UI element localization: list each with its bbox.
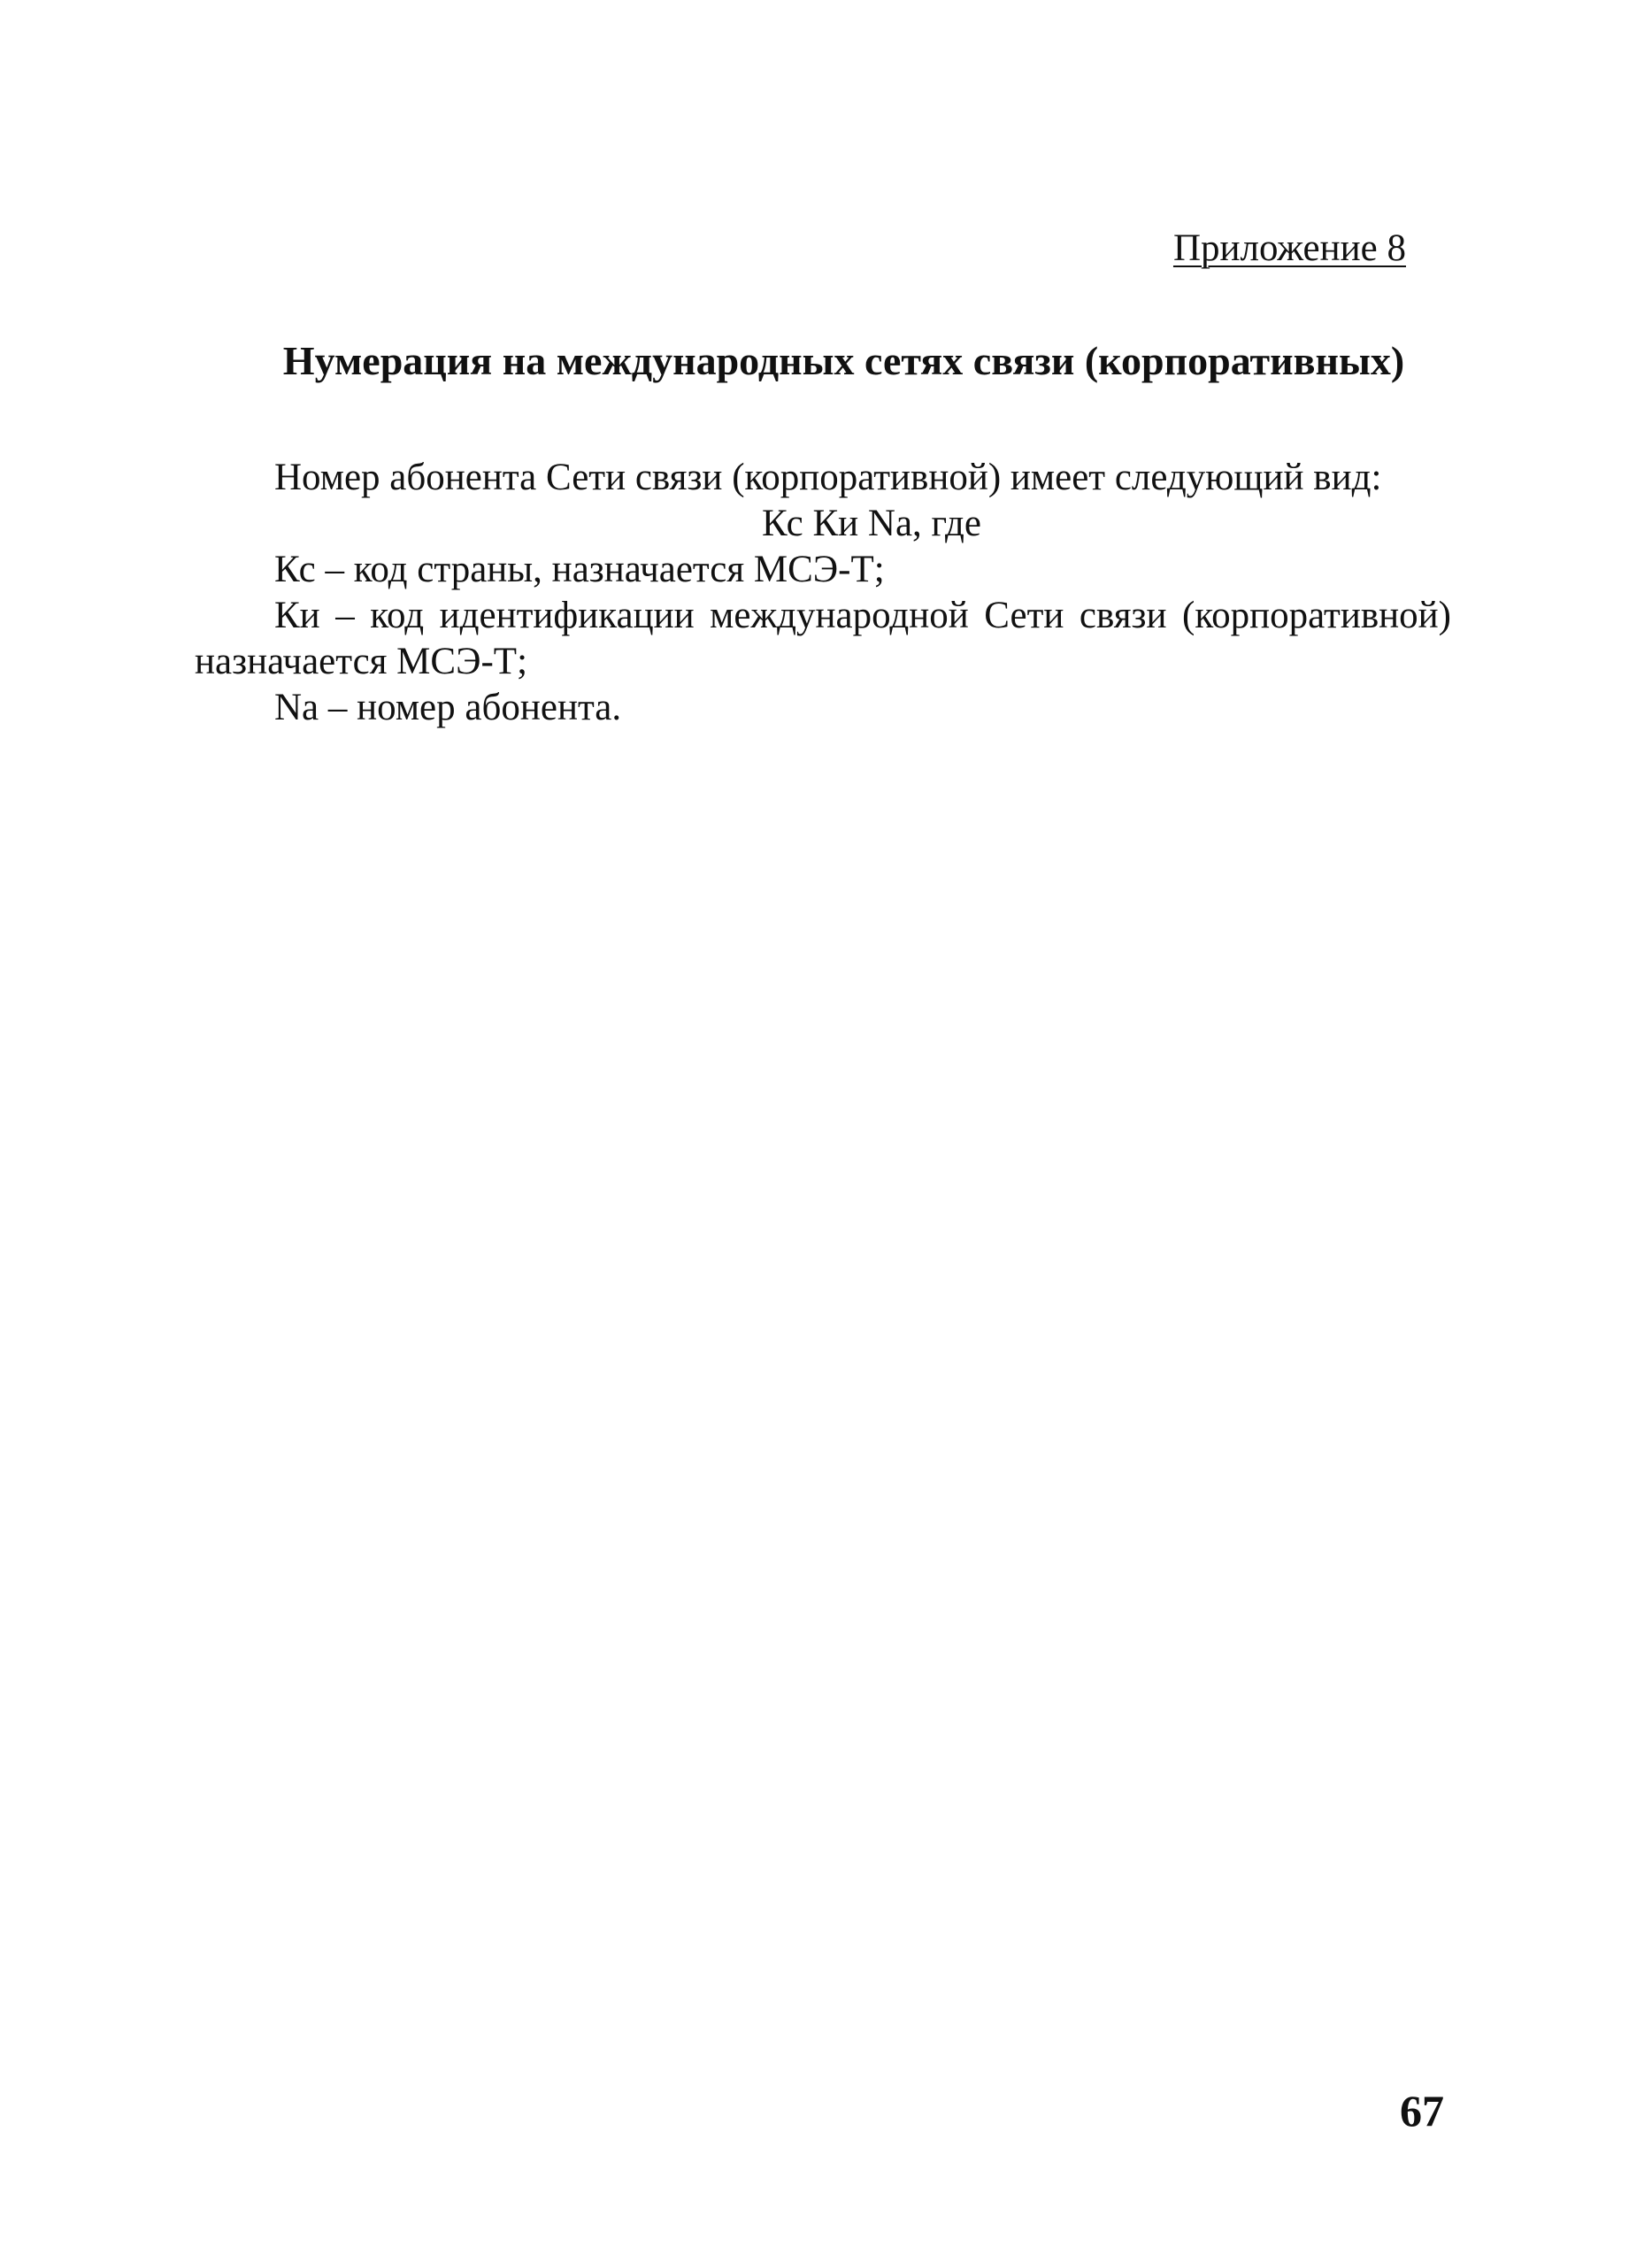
document-title: Нумерация на международных сетях связи (корпоративных): [282, 338, 1405, 383]
intro-paragraph: Номер абонента Сети связи (корпоративной) имеет следующий вид:: [274, 457, 1382, 498]
appendix-label: Приложение 8: [1172, 227, 1406, 269]
page-number: 67: [1400, 2086, 1444, 2135]
ki-definition: Ки – код идентификации международной Сети связи (корпоративной) назначается МСЭ-Т;: [195, 595, 1451, 682]
kc-definition: Кс – код страны, назначается МСЭ-Т;: [274, 549, 885, 590]
number-formula: Кс Ки Na, где: [762, 503, 981, 544]
na-definition: Na – номер абонента.: [274, 687, 622, 728]
body-text: [195, 455, 1451, 731]
